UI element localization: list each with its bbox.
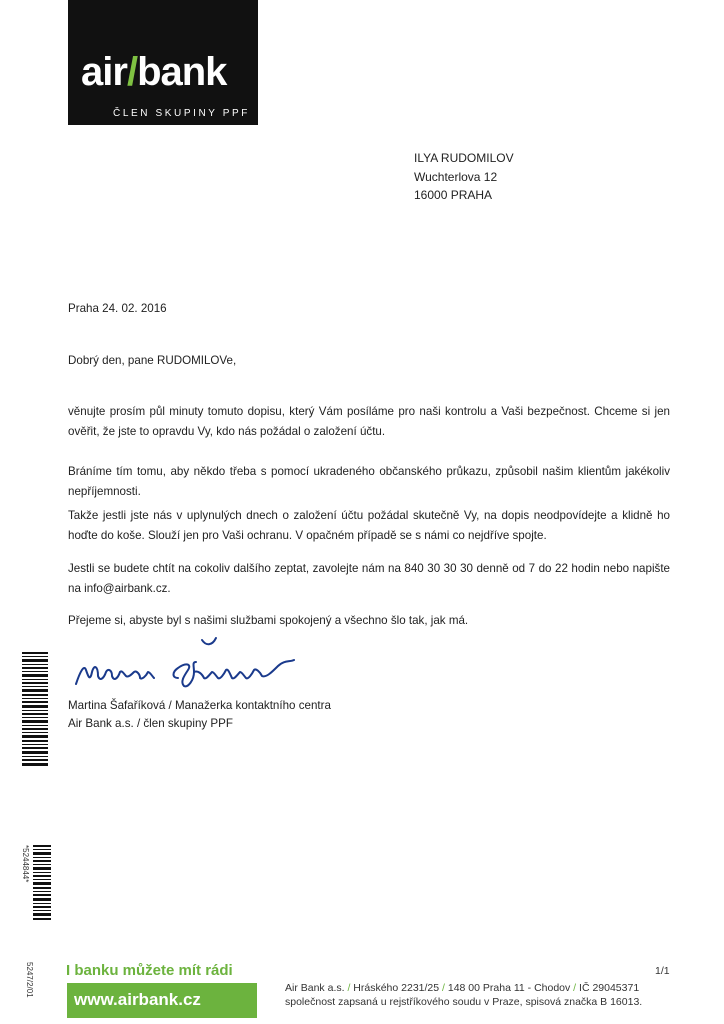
document-code: 5247/2/01: [25, 962, 34, 998]
paragraph-4: Jestli se budete chtít na cokoliv dalšího zeptat, zavolejte nám na 840 30 30 30 denně od 7 do 22 hodin nebo napište na info@airbank.cz.: [68, 562, 670, 595]
mail-barcode: [22, 652, 48, 767]
paragraph-1: věnujte prosím půl minuty tomuto dopisu, který Vám posíláme pro naši kontrolu a Vaši bezpečnost. Chceme si jen ověřit, že jste to opravdu Vy, kdo nás požádal o založení účtu.: [68, 405, 670, 438]
logo-subtitle: ČLEN SKUPINY PPF: [113, 108, 251, 119]
barcode-number: *5244844*: [21, 845, 30, 883]
handwritten-signature: [68, 632, 318, 694]
air-bank-logo: [68, 0, 258, 125]
recipient-city: 16000 PRAHA: [414, 188, 493, 202]
recipient-name: ILYA RUDOMILOV: [414, 151, 514, 165]
company-address-line: Air Bank a.s. / Hráského 2231/25 / 148 00 Praha 11 - Chodov / IČ 29045371: [285, 982, 640, 994]
company-registry: společnost zapsaná u rejstříkového soudu v Praze, spisová značka B 16013.: [285, 996, 643, 1008]
company-street: Hráského 2231/25: [353, 982, 440, 994]
paragraph-2: Bráníme tím tomu, aby někdo třeba s pomocí ukradeného občanského průkazu, způsobil našim klientům jakékoliv nepříjemnosti.: [68, 465, 670, 498]
paragraph-5: Přejeme si, abyste byl s našimi službami spokojený a všechno šlo tak, jak má.: [68, 614, 469, 627]
company-postal: 148 00 Praha 11 - Chodov: [447, 982, 571, 994]
logo-wordmark: air/bank: [81, 50, 227, 94]
signatory-company: Air Bank a.s. / člen skupiny PPF: [68, 717, 233, 730]
letter-date: Praha 24. 02. 2016: [68, 302, 167, 315]
paragraph-3: Takže jestli jste nás v uplynulých dnech o založení účtu požádal skutečně Vy, na dopis neodpovídejte a klidně ho hoďte do koše. Slouží jen pro Vaši ochranu. V opačném případě se s námi co nejdříve spojte.: [68, 509, 670, 542]
footer-slogan: I banku můžete mít rádi: [66, 962, 233, 979]
document-barcode: [33, 845, 51, 920]
company-ic: IČ 29045371: [579, 982, 640, 994]
page-number: 1/1: [655, 965, 670, 977]
company-name: Air Bank a.s.: [285, 982, 345, 994]
website-url[interactable]: www.airbank.cz: [74, 990, 201, 1009]
recipient-street: Wuchterlova 12: [414, 170, 498, 184]
greeting: Dobrý den, pane RUDOMILOVe,: [68, 354, 237, 367]
signatory-name-title: Martina Šafaříková / Manažerka kontaktního centra: [68, 699, 331, 712]
